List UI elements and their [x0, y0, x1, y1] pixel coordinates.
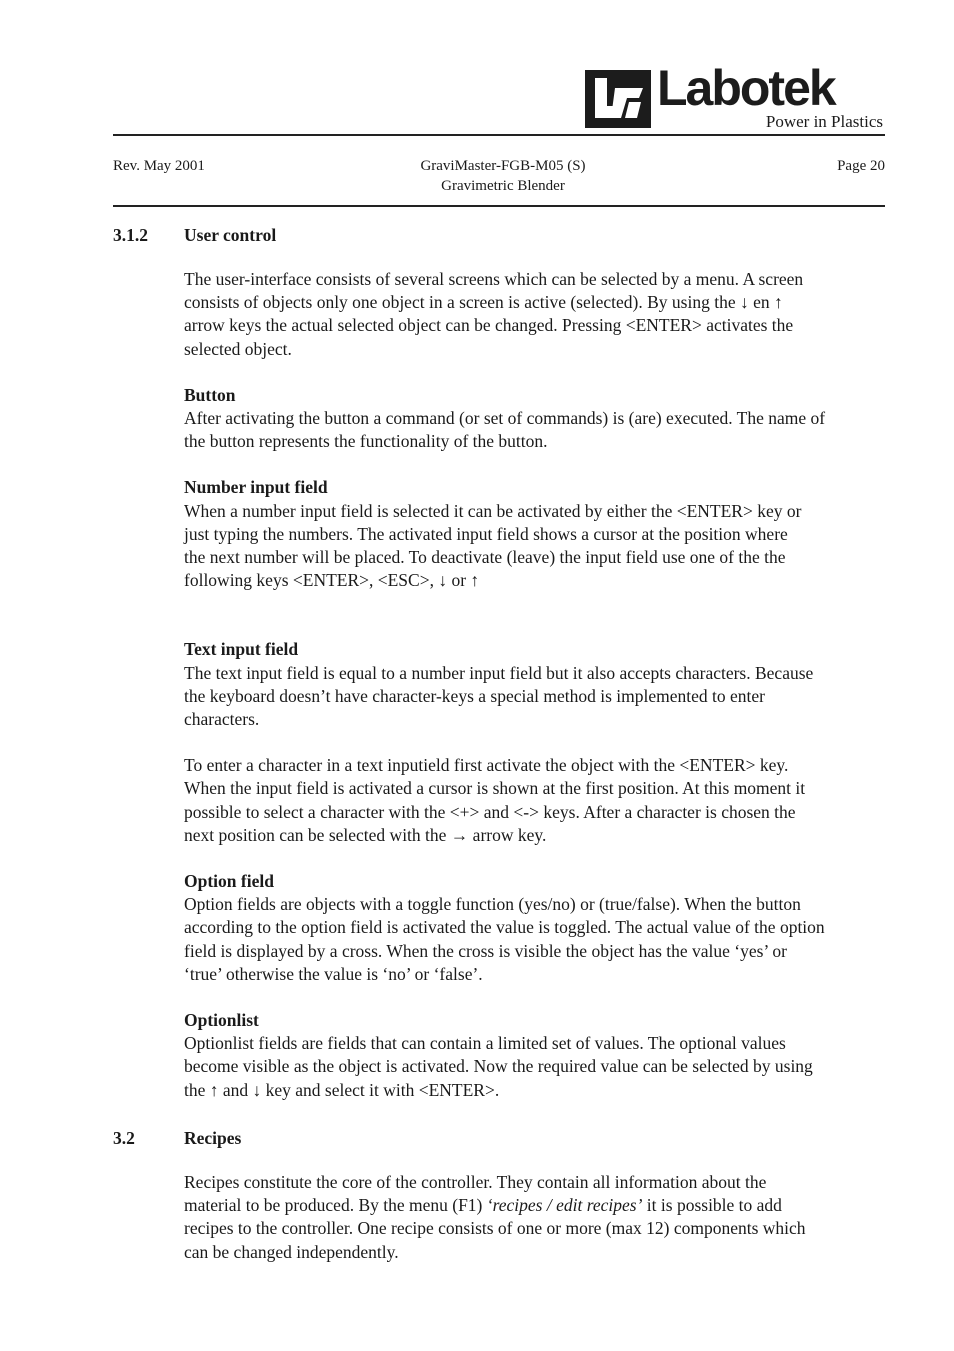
text-line: After activating the button a command (or set of commands) is (are) executed. The name of — [184, 408, 826, 429]
labotek-logo-mark-icon — [585, 70, 651, 128]
text-line: When the input field is activated a cursor is shown at the first position. At this moment it — [184, 778, 806, 799]
page-number: Page 20 — [837, 158, 885, 174]
text-line: Recipes constitute the core of the controller. They contain all information about the — [184, 1171, 767, 1192]
text-line: according to the option field is activated the value is toggled. The actual value of the option — [184, 917, 825, 938]
text-input-field-heading: Text input field — [184, 639, 299, 660]
text-line: the keyboard doesn’t have character-keys a special method is implemented to enter — [184, 685, 765, 706]
text-line: material to be produced. By the menu (F1) — [184, 1195, 487, 1216]
spacer — [184, 615, 888, 638]
text-line: following keys <ENTER>, <ESC>, ↓ or ↑ — [184, 570, 480, 591]
recipes-description — [184, 1171, 888, 1264]
text-line: characters. — [184, 709, 260, 730]
text-line: Option fields are objects with a toggle function (yes/no) or (true/false). When the button — [184, 894, 801, 915]
document-subtitle: Gravimetric Blender — [441, 178, 565, 194]
button-heading: Button — [184, 384, 236, 405]
text-input-field-instructions — [184, 754, 888, 847]
text-line: ‘true’ otherwise the value is ‘no’ or ‘false’. — [184, 963, 483, 984]
text-input-field-description — [184, 662, 888, 732]
document-title-block — [340, 156, 666, 196]
revision-date: Rev. May 2001 — [113, 158, 205, 174]
section-3-2-body — [184, 1171, 888, 1264]
text-line: Optionlist fields are fields that can contain a limited set of values. The optional values — [184, 1033, 786, 1054]
optionlist-description — [184, 1032, 888, 1102]
text-line: The user-interface consists of several screens which can be selected by a menu. A screen — [184, 269, 804, 289]
text-line: possible to select a character with the <+> and <-> keys. After a character is chosen the — [184, 801, 796, 822]
brand-tagline: Power in Plastics — [765, 112, 883, 131]
text-line: the next number will be placed. To deactivate (leave) the input field use one of the the — [184, 547, 786, 568]
optionlist-heading: Optionlist — [184, 1010, 259, 1031]
text-line: arrow keys the actual selected object can be changed. Pressing <ENTER> activates the — [184, 315, 794, 336]
section-title: Recipes — [184, 1127, 242, 1148]
document-title: GraviMaster-FGB-M05 (S) — [420, 158, 586, 174]
section-heading-3-1-2 — [113, 222, 888, 248]
section-number: 3.2 — [113, 1127, 135, 1148]
brand-name: Labotek — [657, 60, 835, 116]
number-input-field-description — [184, 500, 888, 593]
section-title: User control — [184, 225, 277, 245]
document-body — [113, 222, 888, 1287]
button-description — [184, 407, 888, 453]
text-line: next position can be selected with the → arrow key. — [184, 824, 547, 845]
section-3-1-2-body — [184, 268, 888, 1102]
text-line: the button represents the functionality of the button. — [184, 431, 548, 452]
labotek-logo — [585, 60, 885, 132]
option-field-heading: Option field — [184, 871, 274, 892]
text-line: can be changed independently. — [184, 1241, 399, 1262]
text-line: recipes to the controller. One recipe consists of one or more (max 12) components which — [184, 1218, 806, 1239]
number-input-field-heading: Number input field — [184, 477, 328, 498]
menu-path: ‘recipes / edit recipes’ — [486, 1195, 643, 1216]
text-line: The text input field is equal to a number input field but it also accepts characters. Because — [184, 662, 814, 683]
header-rule-top — [113, 134, 885, 136]
user-control-intro — [184, 268, 888, 361]
text-line: selected object. — [184, 338, 292, 359]
header-rule-bottom — [113, 205, 885, 207]
text-line: the ↑ and ↓ key and select it with <ENTER>. — [184, 1079, 500, 1100]
text-line: become visible as the object is activated. Now the required value can be selected by using — [184, 1056, 813, 1077]
section-number: 3.1.2 — [113, 225, 148, 245]
option-field-description — [184, 893, 888, 986]
text-line: consists of objects only one object in a screen is active (selected). By using the ↓ en ↑ — [184, 292, 783, 313]
text-line: When a number input field is selected it can be activated by either the <ENTER> key or — [184, 500, 802, 521]
section-heading-3-2 — [113, 1125, 888, 1151]
text-line: just typing the numbers. The activated input field shows a cursor at the position where — [184, 523, 788, 544]
text-line: field is displayed by a cross. When the cross is visible the object has the value ‘yes’ or — [184, 940, 787, 961]
text-line: To enter a character in a text inputield first activate the object with the <ENTER> key. — [184, 755, 789, 776]
text-line: it is possible to add — [642, 1195, 782, 1216]
